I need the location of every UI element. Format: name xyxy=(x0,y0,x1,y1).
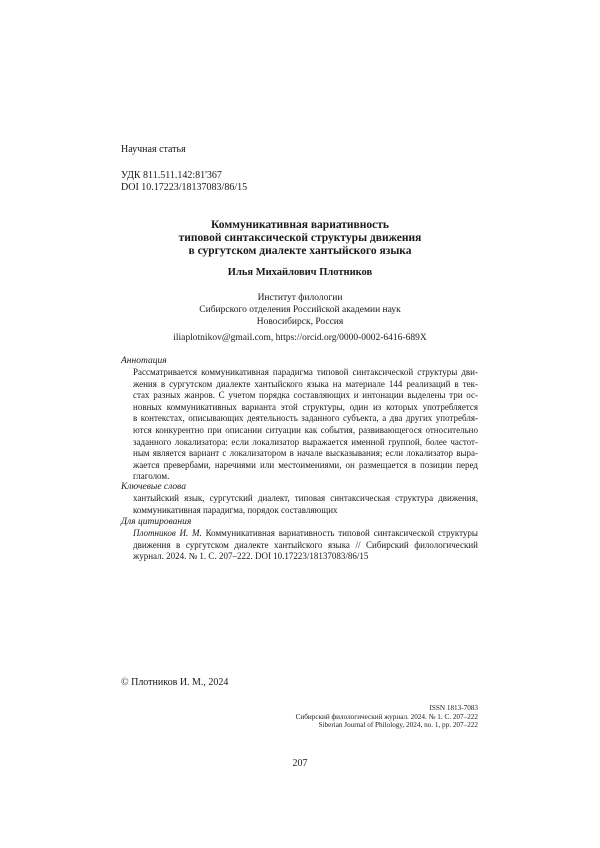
page-number: 207 xyxy=(292,758,308,769)
abstract-line: новных коммуникативных варианта этой структуры, один из которых употребляется xyxy=(133,401,478,412)
udc-code: УДК 811.511.142:81'367 xyxy=(121,170,222,181)
journal-meta xyxy=(296,704,478,730)
article-title xyxy=(0,219,600,258)
title-line: типовой синтаксической структуры движения xyxy=(178,232,422,244)
citation-title-start: Коммуникативная вариативность типовой синтаксической структуры xyxy=(201,528,478,538)
copyright: © Плотников И. М., 2024 xyxy=(121,677,229,688)
keywords-text xyxy=(133,493,478,516)
keywords-line: коммуникативная парадигма, порядок составляющих xyxy=(133,504,338,515)
abstract-line: жается превербами, наречиями или местоимениями, он размещается в позиции перед xyxy=(133,459,478,470)
abstract-text xyxy=(133,367,478,483)
abstract-line: ются конкурентно при описании ситуации как события, развивающегося относительно xyxy=(133,424,478,435)
doi: DOI 10.17223/18137083/86/15 xyxy=(121,182,248,193)
issn: ISSN 1813-7083 xyxy=(429,704,478,712)
citation-line: журнал. 2024. № 1. С. 207–222. DOI 10.17223/18137083/86/15 xyxy=(133,551,369,562)
abstract-line: заданного локализатора: если локализатор выражается именной группой, более частот- xyxy=(133,436,478,447)
keywords-line: хантыйский язык, сургутский диалект, типовая синтаксическая структура движения, xyxy=(133,493,478,503)
title-line: в сургутском диалекте хантыйского языка xyxy=(188,245,412,257)
title-line: Коммуникативная вариативность xyxy=(211,219,389,231)
journal-ru: Сибирский филологический журнал. 2024. № 1. С. 207–222 xyxy=(295,712,478,721)
journal-en: Siberian Journal of Philology, 2024, no. 1, pp. 207–222 xyxy=(318,721,478,729)
abstract-line: в контекстах, описывающих деятельность заданного субъекта, а два других употребля- xyxy=(133,413,478,424)
affiliation-line: Новосибирск, Россия xyxy=(256,317,344,327)
author-contact: iliaplotnikov@gmail.com, https://orcid.org/0000-0002-6416-689X xyxy=(173,333,427,343)
affiliation-line: Сибирского отделения Российской академии наук xyxy=(199,305,401,315)
abstract-line: жения в сургутском диалекте хантыйского языка на материале 144 реализаций в тек- xyxy=(133,378,478,389)
abstract-label: Аннотация xyxy=(121,356,167,366)
article-type: Научная статья xyxy=(121,144,186,155)
abstract-line: ным является вариант с локализатором в начале высказывания; если локализатор выра- xyxy=(133,448,478,459)
citation-label: Для цитирования xyxy=(121,517,192,527)
citation-line: движения в сургутском диалекте хантыйского языка // Сибирский филологический xyxy=(133,539,478,550)
affiliation xyxy=(0,292,600,344)
abstract-line: Рассматривается коммуникативная парадигма типовой синтаксической структуры дви- xyxy=(133,367,478,377)
citation-text xyxy=(133,528,478,563)
citation-line xyxy=(133,528,478,540)
citation-author: Плотников И. М. xyxy=(133,528,202,538)
abstract-line: глаголом. xyxy=(133,471,170,482)
affiliation-line: Институт филологии xyxy=(257,293,343,303)
keywords-label: Ключевые слова xyxy=(121,482,186,492)
abstract-line: стах разных жанров. С учетом порядка составляющих и интонации выделены три ос- xyxy=(133,390,478,401)
author-name: Илья Михайлович Плотников xyxy=(227,267,373,278)
